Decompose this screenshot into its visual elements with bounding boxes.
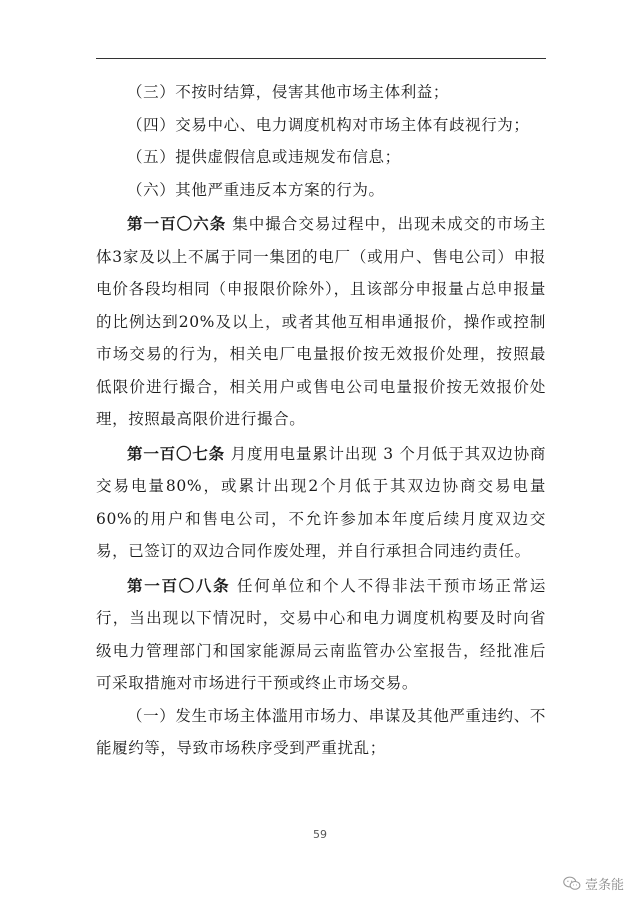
document-body [96, 76, 546, 765]
header-rule [96, 58, 546, 59]
article-body: 集中撮合交易过程中，出现未成交的市场主体3家及以上不属于同一集团的电厂（或用户、售电公司）申报电价各段均相同（申报限价除外），且该部分申报量占总申报量的比例达到20%及以上，或者其他互相串通报价，操作或控制市场交易的行为，相关电厂电量报价按无效报价处理，按照最低限价进行撮合，相关用户或售电公司电量报价按无效报价处理，按照最高限价进行撮合。 [96, 215, 546, 428]
list-item: （四）交易中心、电力调度机构对市场主体有歧视行为； [127, 115, 530, 134]
article-106 [96, 208, 546, 436]
list-item: （六）其他严重违反本方案的行为。 [127, 180, 385, 199]
list-item: （一）发生市场主体滥用市场力、串谋及其他严重违约、不能履约等，导致市场秩序受到严重扰乱； [96, 706, 546, 757]
watermark-text: 壹条能 [584, 878, 624, 893]
list-item: （五）提供虚假信息或违规发布信息； [127, 148, 401, 166]
article-body: 任何单位和个人不得非法干预市场正常运行，当出现以下情况时，交易中心和电力调度机构要及时向省级电力管理部门和国家能源局云南监管办公室报告，经批准后可采取措施对市场进行干预或终止市场交易。 [96, 576, 546, 692]
page-number: 59 [313, 828, 327, 841]
article-title: 第一百〇七条 [127, 444, 225, 463]
article-title: 第一百〇八条 [127, 576, 231, 595]
wechat-icon [563, 876, 581, 891]
article-107 [96, 438, 546, 568]
article-108 [96, 570, 546, 700]
list-item: （三）不按时结算，侵害其他市场主体利益； [127, 83, 450, 101]
article-body: 月度用电量累计出现 3 个月低于其双边协商交易电量80%，或累计出现2个月低于其双边协商交易电量60%的用户和售电公司，不允许参加本年度后续月度双边交易，已签订的双边合同作废处理，并自行承担合同违约责任。 [96, 444, 546, 560]
watermark [563, 874, 624, 893]
article-title: 第一百〇六条 [127, 215, 227, 233]
